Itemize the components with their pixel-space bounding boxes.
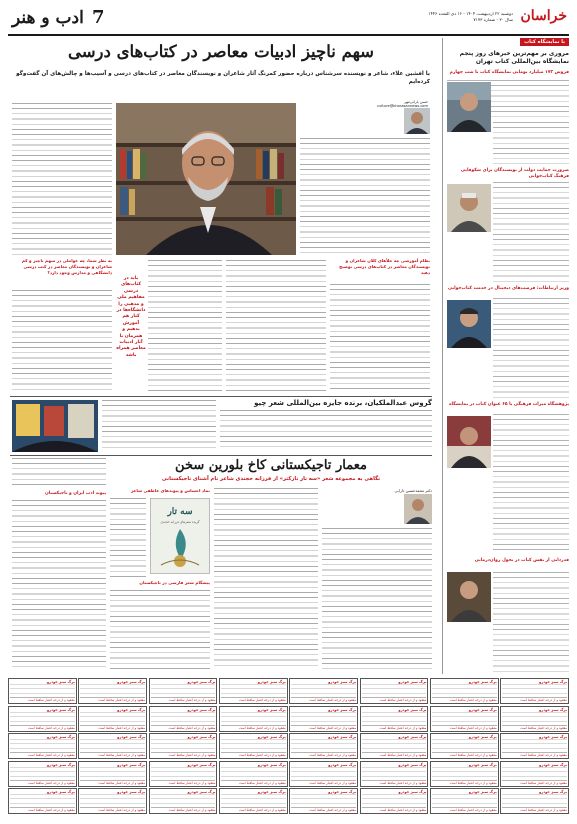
- classified-notice: [78, 761, 147, 787]
- notice-footer: مفقود و از درجه اعتبار ساقط است: [520, 698, 567, 703]
- story3-title: معمار تاجیکستانی کاخ بلورین سخن: [175, 458, 367, 473]
- notice-heading: برگ سبز خودرو: [117, 707, 146, 712]
- issue-line: سال ۳۰ - شماره ۷۱۷۳: [473, 17, 513, 22]
- classified-ads: [8, 678, 569, 814]
- notice-footer: مفقود و از درجه اعتبار ساقط است: [379, 780, 427, 785]
- classified-notice: [149, 678, 218, 704]
- notice-body: [291, 767, 356, 781]
- notice-body: [80, 794, 145, 808]
- notice-heading: برگ سبز خودرو: [468, 680, 497, 684]
- notice-footer: مفقود و از درجه اعتبار ساقط است: [238, 725, 286, 730]
- classified-notice: [289, 788, 358, 814]
- notice-body: [10, 739, 75, 753]
- notice-heading: برگ سبز خودرو: [398, 790, 427, 794]
- notice-footer: مفقود و از درجه اعتبار ساقط است: [28, 780, 75, 785]
- sidebar-headline: قدردانی از نقش کتاب در تحول روان‌درمانی: [474, 558, 569, 563]
- notice-footer: مفقود و از درجه اعتبار ساقط است: [449, 725, 497, 730]
- notice-body: [151, 794, 216, 808]
- sidebar-text: [493, 182, 569, 282]
- notice-body: [432, 739, 497, 753]
- classified-notice: [360, 788, 429, 814]
- section-heading: پیوند ادب ایران و تاجیکستان: [45, 491, 106, 496]
- notice-footer: مفقود و از درجه اعتبار ساقط است: [449, 780, 497, 785]
- classified-notice: [8, 761, 77, 787]
- notice-heading: برگ سبز خودرو: [46, 735, 75, 739]
- story3-subtitle: نگاهی به مجموعه شعر «سه تار نازکتر» از فرزانه خجندی شاعر نام آشنای تاجیکستانی: [161, 476, 381, 482]
- classified-notice: [360, 733, 429, 759]
- notice-heading: برگ سبز خودرو: [398, 735, 427, 739]
- story3-text: [12, 500, 106, 670]
- notice-heading: برگ سبز خودرو: [398, 707, 427, 712]
- notice-body: [291, 794, 356, 808]
- notice-heading: برگ سبز خودرو: [257, 680, 286, 684]
- question-heading: نظام آموزشی چه خلأ‌های کلان شاعران و نویسندگان معاصر در کتاب‌های درسی توضیح دهید: [339, 258, 430, 275]
- notice-footer: مفقود و از درجه اعتبار ساقط است: [520, 780, 567, 785]
- notice-heading: برگ سبز خودرو: [328, 790, 357, 794]
- classified-notice: [219, 788, 288, 814]
- notice-heading: برگ سبز خودرو: [257, 707, 286, 712]
- notice-footer: مفقود و از درجه اعتبار ساقط است: [28, 808, 75, 813]
- article-column: [300, 138, 430, 254]
- article-column: [330, 284, 430, 392]
- notice-body: [10, 794, 75, 808]
- notice-heading: برگ سبز خودرو: [539, 680, 567, 684]
- notice-footer: مفقود و از درجه اعتبار ساقط است: [309, 808, 357, 813]
- story3-intro: [12, 458, 106, 488]
- notice-heading: برگ سبز خودرو: [187, 707, 216, 712]
- notice-body: [80, 684, 145, 698]
- article-column: [226, 260, 326, 392]
- story3-text: [214, 488, 318, 670]
- notice-footer: مفقود و از درجه اعتبار ساقط است: [238, 808, 286, 813]
- notice-body: [362, 712, 427, 726]
- classified-notice: [289, 706, 358, 732]
- main-title: سهم ناچیز ادبیات معاصر در کتاب‌های درسی: [67, 42, 375, 61]
- sidebar-headline: پژوهشگاه میراث فرهنگی با ۶۵ عنوان کتاب در نمایشگاه: [448, 402, 569, 407]
- notice-body: [502, 767, 567, 781]
- classified-notice: [219, 761, 288, 787]
- story2-text: [220, 410, 432, 450]
- notice-footer: مفقود و از درجه اعتبار ساقط است: [449, 698, 497, 703]
- book-title: سه تار: [167, 507, 193, 517]
- story3-text: [110, 498, 146, 578]
- notice-body: [362, 684, 427, 698]
- article-column: [12, 290, 112, 392]
- notice-body: [221, 739, 286, 753]
- classified-notice: [430, 761, 499, 787]
- notice-heading: برگ سبز خودرو: [398, 762, 427, 767]
- sidebar-label: با نمایشگاه کتاب: [520, 38, 569, 46]
- notice-body: [432, 767, 497, 781]
- masthead: [8, 8, 569, 32]
- notice-footer: مفقود و از درجه اعتبار ساقط است: [449, 808, 497, 813]
- sidebar-headline: وزیر ارتباطات: فرصت‌های دیجیتال در خدمت کتاب‌خوانی: [448, 286, 569, 291]
- sidebar-photo: [447, 572, 491, 622]
- notice-heading: برگ سبز خودرو: [539, 735, 567, 739]
- notice-footer: مفقود و از درجه اعتبار ساقط است: [379, 808, 427, 813]
- classified-notice: [500, 733, 569, 759]
- story2-photo: [12, 400, 98, 452]
- interview-photo: [116, 103, 296, 255]
- notice-footer: مفقود و از درجه اعتبار ساقط است: [449, 753, 497, 758]
- notice-heading: برگ سبز خودرو: [468, 762, 497, 767]
- pull-quote: باید در کتاب‌های درسی مفاهیم ملی و مذهبی را دانشگاه‌ها در کنار هم آموزش بدهیم و همزمان با آثار ادبیات معاصر همراه باشد: [116, 276, 146, 358]
- story2-text: [102, 400, 216, 452]
- header-rule: [8, 34, 569, 36]
- notice-body: [502, 712, 567, 726]
- book-cover: [150, 498, 210, 574]
- notice-heading: برگ سبز خودرو: [468, 735, 497, 739]
- notice-footer: مفقود و از درجه اعتبار ساقط است: [309, 753, 357, 758]
- notice-heading: برگ سبز خودرو: [46, 707, 75, 712]
- sidebar-headline: ضرورت حمایت دولت از نویسندگان برای شکوفایی فرهنگ کتاب‌خوانی: [460, 168, 569, 179]
- notice-heading: برگ سبز خودرو: [187, 735, 216, 739]
- notice-heading: برگ سبز خودرو: [328, 735, 357, 739]
- classified-notice: [219, 678, 288, 704]
- notice-footer: مفقود و از درجه اعتبار ساقط است: [98, 808, 146, 813]
- sidebar-photo: [447, 82, 491, 132]
- section-title: ادب و هنر: [12, 8, 84, 28]
- notice-body: [432, 684, 497, 698]
- notice-body: [362, 794, 427, 808]
- notice-heading: برگ سبز خودرو: [468, 790, 497, 794]
- notice-heading: برگ سبز خودرو: [328, 762, 357, 767]
- notice-body: [80, 712, 145, 726]
- notice-body: [151, 767, 216, 781]
- notice-footer: مفقود و از درجه اعتبار ساقط است: [238, 753, 286, 758]
- notice-body: [432, 794, 497, 808]
- notice-body: [80, 739, 145, 753]
- story3-text: [322, 528, 432, 670]
- notice-heading: برگ سبز خودرو: [46, 680, 75, 684]
- sidebar-photo: [447, 300, 491, 348]
- classified-notice: [78, 706, 147, 732]
- section-heading: پیشگام شعر فارسی در تاجیکستان: [139, 580, 210, 585]
- notice-heading: برگ سبز خودرو: [257, 790, 286, 794]
- story3-author-photo: [404, 494, 432, 524]
- notice-heading: برگ سبز خودرو: [257, 735, 286, 739]
- section-divider: [10, 455, 432, 456]
- classified-notice: [149, 733, 218, 759]
- classified-notice: [78, 678, 147, 704]
- notice-heading: برگ سبز خودرو: [328, 707, 357, 712]
- notice-heading: برگ سبز خودرو: [117, 680, 146, 684]
- byline-email: culture@khorasannews.com: [377, 104, 428, 108]
- classified-notice: [78, 788, 147, 814]
- notice-heading: برگ سبز خودرو: [398, 680, 427, 684]
- notice-footer: مفقود و از درجه اعتبار ساقط است: [168, 753, 216, 758]
- book-subtitle: گزیده شعرهای فرزانه خجندی: [160, 520, 200, 524]
- classified-notice: [8, 678, 77, 704]
- date-line: دوشنبه ۲۲ اردیبهشت ۱۴۰۴ - ۱۶ ذی القعده ۱۴۴۶: [428, 11, 513, 16]
- classified-notice: [430, 678, 499, 704]
- notice-heading: برگ سبز خودرو: [117, 790, 146, 794]
- notice-heading: برگ سبز خودرو: [46, 762, 75, 767]
- notice-heading: برگ سبز خودرو: [187, 762, 216, 767]
- page-number: 7: [92, 7, 105, 28]
- classified-notice: [149, 706, 218, 732]
- notice-body: [221, 712, 286, 726]
- notice-footer: مفقود و از درجه اعتبار ساقط است: [168, 780, 216, 785]
- notice-body: [432, 712, 497, 726]
- notice-footer: مفقود و از درجه اعتبار ساقط است: [309, 698, 357, 703]
- notice-heading: برگ سبز خودرو: [117, 735, 146, 739]
- story3-byline: دکتر محمدحسین دارابی: [394, 488, 432, 493]
- classified-notice: [8, 706, 77, 732]
- notice-heading: برگ سبز خودرو: [257, 762, 286, 767]
- story2-title: گروس عبدالملکیان، برنده جایزه بین‌المللی شعر چیو: [254, 399, 432, 407]
- notice-heading: برگ سبز خودرو: [539, 790, 567, 794]
- notice-footer: مفقود و از درجه اعتبار ساقط است: [98, 753, 146, 758]
- classified-notice: [289, 678, 358, 704]
- notice-footer: مفقود و از درجه اعتبار ساقط است: [379, 698, 427, 703]
- notice-footer: مفقود و از درجه اعتبار ساقط است: [98, 698, 146, 703]
- notice-footer: مفقود و از درجه اعتبار ساقط است: [309, 780, 357, 785]
- classified-notice: [8, 733, 77, 759]
- article-column: [148, 260, 222, 392]
- notice-body: [151, 739, 216, 753]
- sidebar-text: [493, 122, 569, 164]
- notice-heading: برگ سبز خودرو: [187, 680, 216, 684]
- section-heading: نماد احساس و پیوندهای عاطفی شاعر: [130, 488, 210, 493]
- notice-body: [502, 739, 567, 753]
- classified-notice: [219, 733, 288, 759]
- story3-text: [110, 590, 210, 670]
- notice-body: [502, 794, 567, 808]
- notice-footer: مفقود و از درجه اعتبار ساقط است: [28, 753, 75, 758]
- notice-footer: مفقود و از درجه اعتبار ساقط است: [379, 725, 427, 730]
- classified-notice: [360, 706, 429, 732]
- classified-notice: [149, 788, 218, 814]
- sidebar-title: مروری بر مهم‌ترین خبرهای روز پنجم نمایشگاه بین‌المللی کتاب تهران: [459, 50, 569, 65]
- notice-footer: مفقود و از درجه اعتبار ساقط است: [520, 725, 567, 730]
- notice-footer: مفقود و از درجه اعتبار ساقط است: [379, 753, 427, 758]
- sidebar: [447, 38, 569, 674]
- notice-body: [291, 684, 356, 698]
- notice-footer: مفقود و از درجه اعتبار ساقط است: [168, 808, 216, 813]
- main-lead: با افشین علاء، شاعر و نویسنده سرشناس درباره حضور کمرنگ آثار شاعران و نویسندگان معاصر در کتاب‌های درسی و آسیب‌ها و چالش‌های آن گفت‌وگو کرده‌ایم: [16, 71, 430, 85]
- notice-body: [291, 712, 356, 726]
- notice-footer: مفقود و از درجه اعتبار ساقط است: [520, 753, 567, 758]
- notice-heading: برگ سبز خودرو: [46, 790, 75, 794]
- classified-notice: [289, 733, 358, 759]
- sidebar-text: [493, 414, 569, 554]
- notice-body: [362, 739, 427, 753]
- sidebar-text: [493, 298, 569, 398]
- classified-notice: [78, 733, 147, 759]
- classified-notice: [500, 678, 569, 704]
- notice-body: [10, 767, 75, 781]
- date-block: [428, 11, 513, 23]
- classified-notice: [289, 761, 358, 787]
- sidebar-headline: فروش ۱۷۳ میلیارد تومانی نمایشگاه کتاب تا شب چهارم: [449, 70, 569, 75]
- classified-notice: [8, 788, 77, 814]
- notice-footer: مفقود و از درجه اعتبار ساقط است: [520, 808, 567, 813]
- column-divider: [442, 38, 443, 674]
- sidebar-photo: [447, 416, 491, 468]
- author-thumbnail: [404, 108, 430, 134]
- classified-notice: [500, 788, 569, 814]
- notice-footer: مفقود و از درجه اعتبار ساقط است: [28, 698, 75, 703]
- notice-heading: برگ سبز خودرو: [468, 707, 497, 712]
- notice-footer: مفقود و از درجه اعتبار ساقط است: [98, 725, 146, 730]
- classified-notice: [430, 706, 499, 732]
- notice-footer: مفقود و از درجه اعتبار ساقط است: [238, 780, 286, 785]
- notice-body: [221, 684, 286, 698]
- article-column: [12, 103, 112, 255]
- notice-footer: مفقود و از درجه اعتبار ساقط است: [28, 725, 75, 730]
- notice-body: [221, 767, 286, 781]
- classified-notice: [430, 733, 499, 759]
- notice-body: [221, 794, 286, 808]
- notice-footer: مفقود و از درجه اعتبار ساقط است: [168, 725, 216, 730]
- classified-notice: [430, 788, 499, 814]
- question-heading: به نظر شما، چه عواملی در سهم ناچیز و کم شاعران و نویسندگان معاصر در کتب درسی دانشگاهی و مدارس وجود دارد؟: [21, 258, 112, 275]
- notice-heading: برگ سبز خودرو: [539, 762, 567, 767]
- notice-body: [362, 767, 427, 781]
- notice-heading: برگ سبز خودرو: [539, 707, 567, 712]
- classified-notice: [360, 761, 429, 787]
- byline-name: حسن بارانی‌مهر: [404, 100, 428, 104]
- notice-body: [10, 712, 75, 726]
- sidebar-photo: [447, 184, 491, 232]
- classified-notice: [360, 678, 429, 704]
- notice-footer: مفقود و از درجه اعتبار ساقط است: [238, 698, 286, 703]
- notice-body: [151, 684, 216, 698]
- section-divider: [10, 396, 432, 397]
- notice-body: [291, 739, 356, 753]
- notice-heading: برگ سبز خودرو: [187, 790, 216, 794]
- notice-body: [502, 684, 567, 698]
- sidebar-text: [493, 572, 569, 672]
- notice-heading: برگ سبز خودرو: [117, 762, 146, 767]
- notice-body: [151, 712, 216, 726]
- classified-notice: [500, 706, 569, 732]
- notice-footer: مفقود و از درجه اعتبار ساقط است: [309, 725, 357, 730]
- notice-footer: مفقود و از درجه اعتبار ساقط است: [98, 780, 146, 785]
- notice-body: [10, 684, 75, 698]
- notice-body: [80, 767, 145, 781]
- classified-notice: [500, 761, 569, 787]
- newspaper-logo: خراسان: [520, 8, 567, 24]
- notice-footer: مفقود و از درجه اعتبار ساقط است: [168, 698, 216, 703]
- notice-heading: برگ سبز خودرو: [328, 680, 357, 684]
- classified-notice: [219, 706, 288, 732]
- classified-notice: [149, 761, 218, 787]
